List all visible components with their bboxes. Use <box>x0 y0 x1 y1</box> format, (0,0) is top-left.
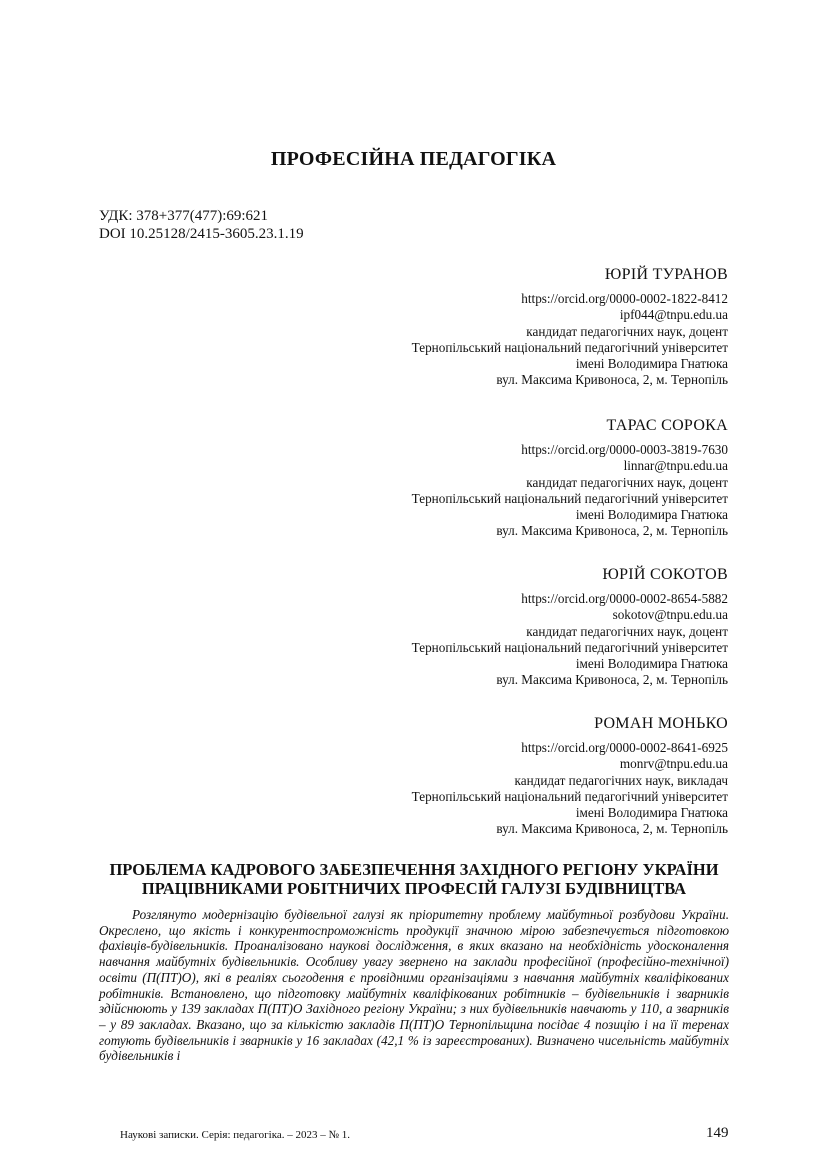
author-name: РОМАН МОНЬКО <box>594 715 728 732</box>
author-degree: кандидат педагогічних наук, викладач <box>514 772 728 788</box>
author-block <box>168 565 728 689</box>
author-address: вул. Максима Кривоноса, 2, м. Тернопіль <box>496 672 728 688</box>
author-name: ЮРІЙ СОКОТОВ <box>602 566 728 583</box>
author-email[interactable]: ipf044@tnpu.edu.ua <box>619 307 728 323</box>
author-address: вул. Максима Кривоноса, 2, м. Тернопіль <box>496 372 728 388</box>
author-block <box>168 714 728 838</box>
article-title-line: ПРАЦІВНИКАМИ РОБІТНИЧИХ ПРОФЕСІЙ ГАЛУЗІ БУДІВНИЦТВА <box>141 879 687 898</box>
author-orcid[interactable]: https://orcid.org/0000-0003-3819-7630 <box>521 442 728 457</box>
author-degree: кандидат педагогічних наук, доцент <box>526 474 728 490</box>
page-number: 149 <box>706 1125 729 1141</box>
author-institution-name: імені Володимира Гнатюка <box>575 356 728 372</box>
author-degree: кандидат педагогічних наук, доцент <box>526 623 728 639</box>
author-institution: Тернопільський національний педагогічний університет <box>411 339 728 355</box>
article-identifiers <box>99 207 304 243</box>
author-institution-name: імені Володимира Гнатюка <box>575 805 728 821</box>
article-title-line: ПРОБЛЕМА КАДРОВОГО ЗАБЕЗПЕЧЕННЯ ЗАХІДНОГО РЕГІОНУ УКРАЇНИ <box>109 860 719 879</box>
author-orcid[interactable]: https://orcid.org/0000-0002-8641-6925 <box>521 740 728 755</box>
author-institution-name: імені Володимира Гнатюка <box>575 656 728 672</box>
author-institution: Тернопільський національний педагогічний університет <box>411 788 728 804</box>
author-name: ТАРАС СОРОКА <box>606 417 728 434</box>
author-block <box>168 265 728 389</box>
author-institution: Тернопільський національний педагогічний університет <box>411 639 728 655</box>
author-name: ЮРІЙ ТУРАНОВ <box>604 266 728 283</box>
author-email[interactable]: monrv@tnpu.edu.ua <box>619 756 728 772</box>
author-orcid[interactable]: https://orcid.org/0000-0002-8654-5882 <box>521 591 728 606</box>
article-title <box>99 860 729 898</box>
section-title: ПРОФЕСІЙНА ПЕДАГОГІКА <box>270 148 557 170</box>
author-orcid[interactable]: https://orcid.org/0000-0002-1822-8412 <box>521 291 728 306</box>
author-address: вул. Максима Кривоноса, 2, м. Тернопіль <box>496 821 728 837</box>
udk-code: УДК: 378+377(477):69:621 <box>99 208 269 224</box>
abstract: Розглянуто модернізацію будівельної галузі як пріоритетну проблему майбутньої розбудови України. Окреслено, що якість і конкурентоспроможність продукції значною мірою забезпечується підготовкою фахівців-будівельників. Проаналізовано наукові дослідження, в яких вказано на необхідність удосконалення навчання майбутніх будівельників. Особливу увагу звернено на заклади професійної (професійно-технічної) освіти (П(ПТ)О), які в реаліях сьогодення є провідними організаціями з навчання майбутніх кваліфікованих робітників. Встановлено, що підготовку майбутніх кваліфікованих робітників – будівельників і зварників здійснюють у 139 закладах П(ПТ)О Західного регіону України; з них будівельників навчають у 110, а зварників – у 89 закладах. Вказано, що за кількістю закладів П(ПТ)О Тернопільщина посідає 4 позицію і на її теренах готують будівельників і зварників у 16 закладах (42,1 % із зареєстрованих). Визначено чисельність майбутніх будівельників і <box>99 907 729 1064</box>
author-institution: Тернопільський національний педагогічний університет <box>411 490 728 506</box>
doi: DOI 10.25128/2415-3605.23.1.19 <box>99 226 304 242</box>
author-institution-name: імені Володимира Гнатюка <box>575 507 728 523</box>
author-address: вул. Максима Кривоноса, 2, м. Тернопіль <box>496 523 728 539</box>
author-email[interactable]: linnar@tnpu.edu.ua <box>623 458 728 474</box>
footer-journal: Наукові записки. Серія: педагогіка. – 2023 – № 1. <box>120 1129 351 1141</box>
author-degree: кандидат педагогічних наук, доцент <box>526 323 728 339</box>
author-email[interactable]: sokotov@tnpu.edu.ua <box>612 607 728 623</box>
author-block <box>168 416 728 540</box>
